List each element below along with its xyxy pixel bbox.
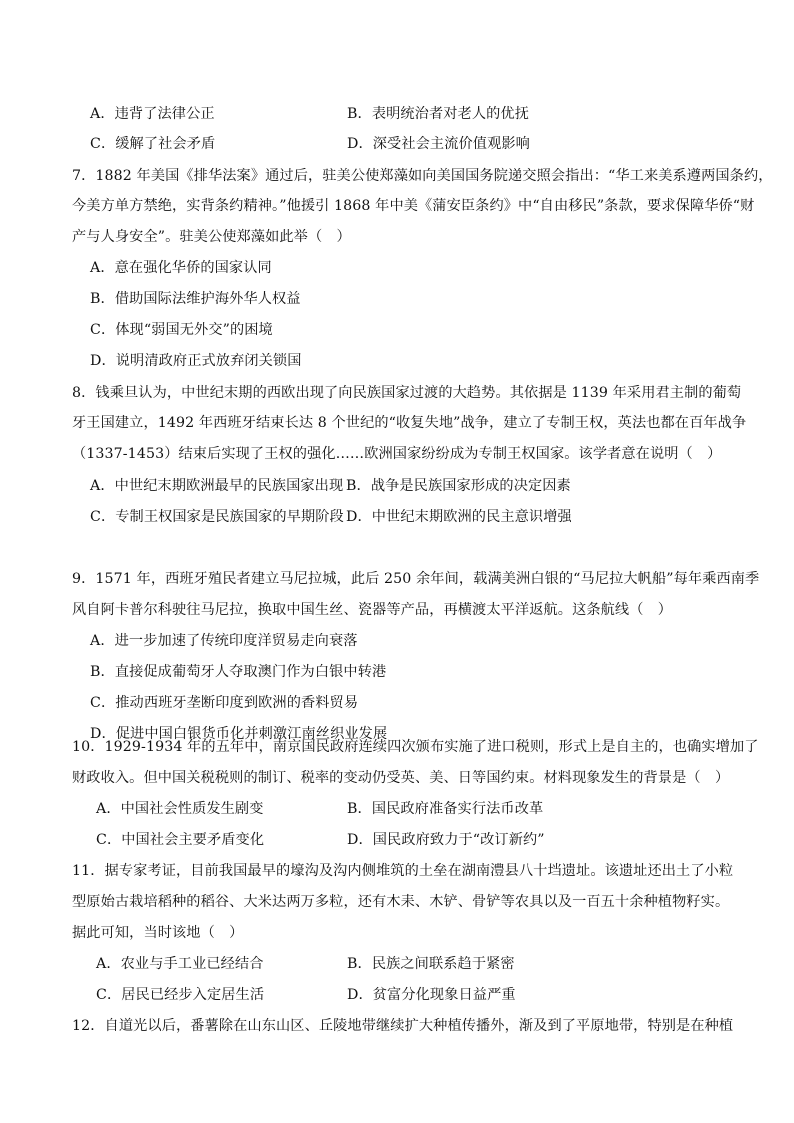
q7-stem-line-2: 今美方单方禁绝，实背条约精神。”他援引 1868 年中美《蒲安臣条约》中“自由移民”条款，要求保障华侨“财 — [72, 198, 755, 214]
q8-stem-line-1: 8．钱乘旦认为，中世纪末期的西欧出现了向民族国家过渡的大趋势。其依据是 1139 年采用君主制的葡萄 — [72, 385, 742, 401]
q9-stem-line-2: 风自阿卡普尔科驶往马尼拉，换取中国生丝、瓷器等产品，再横渡太平洋返航。这条航线（ ） — [72, 602, 673, 618]
q6-option-c: C．缓解了社会矛盾 — [90, 136, 216, 152]
q10-option-c: C．中国社会主要矛盾变化 — [96, 832, 265, 848]
q8-stem-line-2: 牙王国建立，1492 年西班牙结束长达 8 个世纪的“收复失地”战争，建立了专制王权，英法也都在百年战争 — [72, 415, 747, 431]
q11-stem-line-2: 型原始古栽培稻种的稻谷、大米达两万多粒，还有木耒、木铲、骨铲等农具以及一百五十余种植物籽实。 — [72, 894, 730, 910]
q7-stem-line-1: 7．1882 年美国《排华法案》通过后，驻美公使郑藻如向美国国务院递交照会指出：“华工来美系遵两国条约， — [72, 168, 773, 184]
q10-option-a: A．中国社会性质发生剧变 — [96, 801, 264, 817]
q8-option-b: B．战争是民族国家形成的决定因素 — [346, 478, 571, 494]
q8-stem-line-3: （1337-1453）结束后实现了王权的强化……欧洲国家纷纷成为专制王权国家。该学者意在说明（ ） — [72, 446, 722, 462]
q11-stem-line-3: 据此可知，当时该地（ ） — [72, 925, 244, 941]
q10-option-d: D．国民政府致力于“改订新约” — [347, 832, 545, 848]
q10-stem-line-2: 财政收入。但中国关税税则的制订、税率的变动仍受英、美、日等国约束。材料现象发生的背景是（ ） — [72, 770, 730, 786]
q8-option-d: D．中世纪末期欧洲的民主意识增强 — [346, 509, 572, 525]
q9-option-c: C．推动西班牙垄断印度到欧洲的香料贸易 — [90, 695, 359, 711]
q6-option-d: D．深受社会主流价值观影响 — [347, 136, 530, 152]
q8-option-a: A．中世纪末期欧洲最早的民族国家出现 — [90, 478, 344, 494]
q12-stem-line-1: 12．自道光以后，番薯除在山东山区、丘陵地带继续扩大种植传播外，渐及到了平原地带，特别是在种植 — [72, 1018, 734, 1034]
q11-option-d: D．贫富分化现象日益严重 — [347, 987, 516, 1003]
q11-option-a: A．农业与手工业已经结合 — [96, 956, 264, 972]
q11-stem-line-1: 11．据专家考证，目前我国最早的壕沟及沟内侧堆筑的土垒在湖南澧县八十垱遗址。该遗址还出土了小粒 — [72, 863, 734, 879]
q11-option-b: B．民族之间联系趋于紧密 — [347, 956, 515, 972]
q10-stem-line-1: 10．1929-1934 年的五年中，南京国民政府连续四次颁布实施了进口税则，形式上是自主的，也确实增加了 — [72, 739, 759, 755]
q8-option-c: C．专制王权国家是民族国家的早期阶段 — [90, 509, 344, 525]
q9-option-b: B．直接促成葡萄牙人夺取澳门作为白银中转港 — [90, 664, 387, 680]
q7-option-b: B．借助国际法维护海外华人权益 — [90, 291, 301, 307]
q7-option-a: A．意在强化华侨的国家认同 — [90, 260, 272, 276]
q10-option-b: B．国民政府准备实行法币改革 — [347, 801, 544, 817]
q7-option-d: D．说明清政府正式放弃闭关锁国 — [90, 353, 302, 369]
q6-option-b: B．表明统治者对老人的优抚 — [347, 106, 529, 122]
q9-option-a: A．进一步加速了传统印度洋贸易走向衰落 — [90, 633, 358, 649]
q7-stem-line-3: 产与人身安全”。驻美公使郑藻如此举（ ） — [72, 229, 351, 245]
q7-option-c: C．体现“弱国无外交”的困境 — [90, 322, 273, 338]
q9-stem-line-1: 9．1571 年，西班牙殖民者建立马尼拉城，此后 250 余年间，载满美洲白银的“马尼拉大帆船”每年乘西南季 — [72, 571, 760, 587]
q6-option-a: A．违背了法律公正 — [90, 106, 215, 122]
q9-option-d: D．促进中国白银货币化并刺激江南丝织业发展 — [90, 726, 388, 742]
q11-option-c: C．居民已经步入定居生活 — [96, 987, 265, 1003]
